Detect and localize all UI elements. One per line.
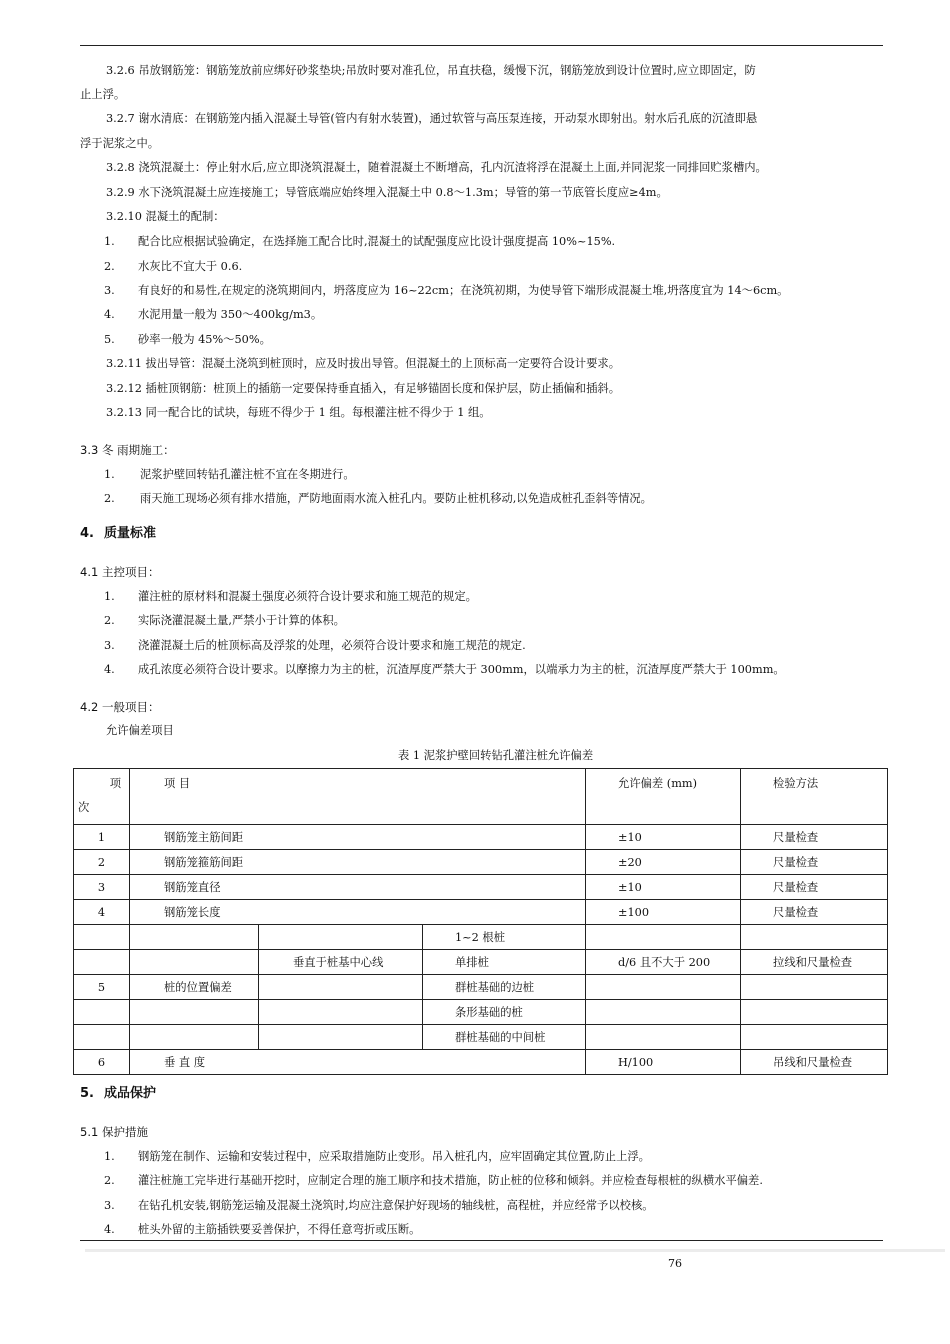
cell-method: 尺量检查 (741, 900, 888, 925)
cell-empty (741, 1000, 888, 1025)
cell-pile-kind: 群桩基础的边桩 (423, 975, 586, 1000)
tolerance-table (73, 768, 888, 1075)
header-cell-method: 检验方法 (741, 769, 888, 825)
table-row (74, 850, 888, 875)
para-3-2-12: 3.2.12 插桩顶钢筋：桩顶上的插筋一定要保持垂直插入，有足够锚固长度和保护层，防止插偏和插斜。 (106, 382, 620, 395)
footer-shadow-rule (85, 1249, 945, 1252)
cell-empty (130, 950, 259, 975)
para-3-2-13: 3.2.13 同一配合比的试块，每班不得少于 1 组。每根灌注桩不得少于 1 组。 (106, 406, 491, 419)
cell-pile-kind: 条形基础的桩 (423, 1000, 586, 1025)
cell-direction: 垂直于桩基中心线 (259, 950, 423, 975)
footer-rule (80, 1240, 883, 1241)
subheading-tolerance-items: 允许偏差项目 (106, 724, 174, 737)
table-row (74, 825, 888, 850)
cell-empty (74, 925, 130, 950)
cell-item: 钢筋笼主筋间距 (130, 825, 586, 850)
list-item: 2. 雨天施工现场必须有排水措施，严防地面雨水流入桩孔内。要防止桩机移动,以免造成桩孔歪斜等情况。 (104, 492, 652, 505)
list-item: 1. 灌注桩的原材料和混凝土强度必须符合设计要求和施工规范的规定。 (104, 590, 477, 603)
para-3-2-11: 3.2.11 拔出导管：混凝土浇筑到桩顶时，应及时拔出导管。但混凝土的上顶标高一定要符合设计要求。 (106, 357, 620, 370)
cell-item: 钢筋笼直径 (130, 875, 586, 900)
heading-4-1: 4.1 主控项目： (80, 565, 160, 579)
cell-item: 钢筋笼箍筋间距 (130, 850, 586, 875)
cell-no: 1 (74, 825, 130, 850)
list-item: 2. 水灰比不宜大于 0.6. (104, 260, 243, 273)
cell-empty (741, 925, 888, 950)
list-item: 1. 泥浆护壁回转钻孔灌注桩不宜在冬期进行。 (104, 468, 355, 481)
table-row (74, 1025, 888, 1050)
cell-no: 3 (74, 875, 130, 900)
para-3-2-10: 3.2.10 混凝土的配制： (106, 210, 225, 223)
cell-empty (130, 1025, 259, 1050)
cell-tolerance: ±100 (586, 900, 741, 925)
cell-empty (259, 975, 423, 1000)
list-item: 2. 实际浇灌混凝土量,严禁小于计算的体积。 (104, 614, 345, 627)
cell-empty (741, 1025, 888, 1050)
list-item: 1. 钢筋笼在制作、运输和安装过程中，应采取措施防止变形。吊入桩孔内，应牢固确定其位置,防止上浮。 (104, 1150, 650, 1163)
cell-item: 钢筋笼长度 (130, 900, 586, 925)
list-item: 4. 水泥用量一般为 350～400kg/m3。 (104, 308, 323, 321)
cell-pile-kind: 单排桩 (423, 950, 586, 975)
cell-item: 桩的位置偏差 (130, 975, 259, 1000)
list-item: 3. 在钻孔机安装,钢筋笼运输及混凝土浇筑时,均应注意保护好现场的轴线桩，高程桩，并应经常予以校核。 (104, 1199, 654, 1212)
table-caption: 表 1 泥浆护壁回转钻孔灌注桩允许偏差 (398, 749, 594, 762)
cell-empty (259, 1025, 423, 1050)
cell-empty (130, 925, 259, 950)
cell-pile-kind: 群桩基础的中间桩 (423, 1025, 586, 1050)
list-item: 3. 有良好的和易性,在规定的浇筑期间内，坍落度应为 16~22cm；在浇筑初期，为使导管下端形成混凝土堆,坍落度宜为 14～6cm。 (104, 284, 789, 297)
list-item: 4. 成孔浓度必须符合设计要求。以摩擦力为主的桩，沉渣厚度严禁大于 300mm，以端承力为主的桩，沉渣厚度严禁大于 100mm。 (104, 663, 785, 676)
cell-empty (586, 925, 741, 950)
cell-empty (259, 925, 423, 950)
cell-item: 垂 直 度 (130, 1050, 586, 1075)
table-header-row (74, 769, 888, 825)
cell-method: 拉线和尺量检查 (741, 950, 888, 975)
cell-no: 4 (74, 900, 130, 925)
cell-tolerance: H/100 (586, 1050, 741, 1075)
cell-empty (586, 1025, 741, 1050)
cell-pile-kind: 1~2 根桩 (423, 925, 586, 950)
table-row (74, 950, 888, 975)
cell-tolerance: ±10 (586, 875, 741, 900)
table-row (74, 1000, 888, 1025)
para-3-2-6-line2: 止上浮。 (80, 88, 126, 101)
table-row (74, 975, 888, 1000)
para-3-2-7-line1: 3.2.7 谢水清底：在钢筋笼内插入混凝土导管(管内有射水装置)，通过软管与高压泵连接，开动泵水即射出。射水后孔底的沉渣即悬 (106, 112, 758, 125)
list-item: 1. 配合比应根据试验确定，在选择施工配合比时,混凝土的试配强度应比设计强度提高 10%~15%. (104, 235, 616, 248)
heading-4: 4. 质量标准 (80, 526, 157, 541)
cell-empty (586, 975, 741, 1000)
cell-empty (74, 1000, 130, 1025)
list-item: 5. 砂率一般为 45%～50%。 (104, 333, 271, 346)
cell-empty (74, 1025, 130, 1050)
cell-no: 2 (74, 850, 130, 875)
header-rule (80, 45, 883, 46)
cell-tolerance: ±20 (586, 850, 741, 875)
cell-method: 尺量检查 (741, 825, 888, 850)
cell-no: 6 (74, 1050, 130, 1075)
heading-4-2: 4.2 一般项目： (80, 700, 160, 714)
cell-method: 尺量检查 (741, 875, 888, 900)
cell-tolerance: d/6 且不大于 200 (586, 950, 741, 975)
heading-5: 5. 成品保护 (80, 1086, 157, 1101)
para-3-2-9: 3.2.9 水下浇筑混凝土应连接施工；导管底端应始终埋入混凝土中 0.8～1.3m；导管的第一节底管长度应≥4m。 (106, 186, 668, 199)
table-row (74, 925, 888, 950)
header-cell-tolerance: 允许偏差 (mm) (586, 769, 741, 825)
cell-empty (74, 950, 130, 975)
list-item: 4. 桩头外留的主筋插铁要妥善保护，不得任意弯折或压断。 (104, 1223, 421, 1236)
list-item: 3. 浇灌混凝土后的桩顶标高及浮浆的处理，必须符合设计要求和施工规范的规定. (104, 639, 526, 652)
heading-5-1: 5.1 保护措施 (80, 1125, 148, 1139)
cell-empty (130, 1000, 259, 1025)
cell-tolerance: ±10 (586, 825, 741, 850)
cell-method: 吊线和尺量检查 (741, 1050, 888, 1075)
header-cell-no: 项 次 (74, 769, 130, 825)
cell-empty (259, 1000, 423, 1025)
para-3-2-7-line2: 浮于泥浆之中。 (80, 137, 160, 150)
cell-empty (741, 975, 888, 1000)
cell-empty (586, 1000, 741, 1025)
cell-no: 5 (74, 975, 130, 1000)
page-number: 76 (668, 1257, 682, 1270)
list-item: 2. 灌注桩施工完毕进行基础开挖时，应制定合理的施工顺序和技术措施，防止桩的位移和倾斜。并应检查每根桩的纵横水平偏差. (104, 1174, 763, 1187)
heading-3-3: 3.3 冬 雨期施工： (80, 443, 175, 457)
table-row (74, 900, 888, 925)
cell-method: 尺量检查 (741, 850, 888, 875)
table-row (74, 875, 888, 900)
header-cell-item: 项 目 (130, 769, 586, 825)
table-row (74, 1050, 888, 1075)
para-3-2-6-line1: 3.2.6 吊放钢筋笼：钢筋笼放前应绑好砂浆垫块;吊放时要对准孔位，吊直扶稳，缓慢下沉，钢筋笼放到设计位置时,应立即固定，防 (106, 64, 756, 77)
para-3-2-8: 3.2.8 浇筑混凝土：停止射水后,应立即浇筑混凝土，随着混凝土不断增高，孔内沉渣将浮在混凝土上面,并同泥浆一同排回贮浆槽内。 (106, 161, 767, 174)
